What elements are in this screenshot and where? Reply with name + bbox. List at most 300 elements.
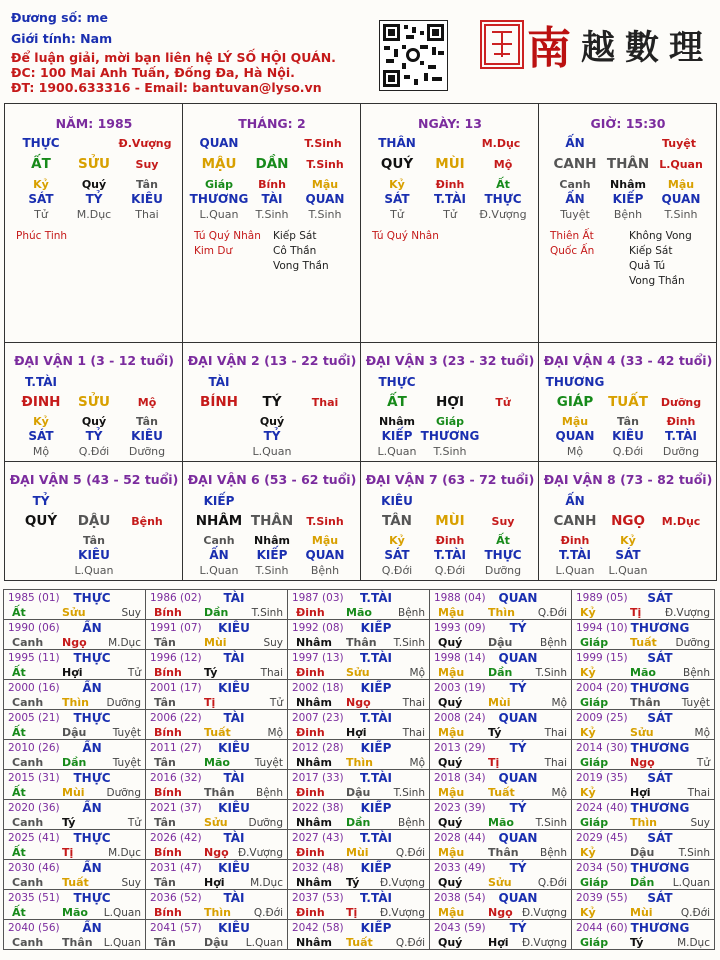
year-label: 2043 (59) bbox=[434, 922, 486, 934]
year-god: T.TÀI bbox=[360, 771, 392, 785]
year-stem: Đinh bbox=[296, 786, 325, 799]
hidden-god: THỰC bbox=[484, 548, 522, 562]
luck-branch: NGỌ bbox=[611, 513, 645, 529]
year-label: 2027 (43) bbox=[292, 832, 344, 844]
year-stem: Canh bbox=[12, 876, 44, 889]
year-stage: M.Dục bbox=[108, 847, 141, 859]
year-god: QUAN bbox=[498, 711, 538, 725]
hidden-stem: Tân bbox=[617, 415, 639, 428]
hidden-god: KIÊU bbox=[131, 192, 163, 206]
year-stem: Ất bbox=[12, 726, 26, 739]
year-stage: Dưỡng bbox=[248, 817, 283, 829]
year-stem: Bính bbox=[154, 786, 182, 799]
stars-right bbox=[629, 229, 692, 289]
year-god: KIẾP bbox=[360, 861, 392, 875]
year-stem: Ất bbox=[12, 906, 26, 919]
pillar-stem: ẤT bbox=[31, 156, 51, 172]
hidden-god: TÀI bbox=[261, 192, 283, 206]
pillar-stage: L.Quan bbox=[659, 158, 703, 171]
year-god: THỰC bbox=[73, 891, 111, 905]
year-label: 2004 (20) bbox=[576, 682, 628, 694]
year-cell bbox=[571, 619, 715, 650]
year-stage: T.Sinh bbox=[535, 667, 567, 679]
hidden-god: KIÊU bbox=[612, 429, 644, 443]
hidden-god: QUAN bbox=[555, 429, 595, 443]
year-stage: Bệnh bbox=[398, 817, 425, 829]
hidden-stem: Bính bbox=[258, 178, 286, 191]
year-label: 1987 (03) bbox=[292, 592, 344, 604]
year-cell bbox=[571, 739, 715, 770]
year-stem: Bính bbox=[154, 666, 182, 679]
year-stage: Tuyệt bbox=[254, 757, 283, 769]
year-label: 2019 (35) bbox=[576, 772, 628, 784]
hidden-stem: Đinh bbox=[435, 178, 465, 191]
year-god: QUAN bbox=[498, 651, 538, 665]
hidden-god: ẤN bbox=[565, 192, 585, 206]
hidden-stem: Đinh bbox=[560, 534, 590, 547]
hidden-god: KIÊU bbox=[78, 548, 110, 562]
luck-title: ĐẠI VẬN 8 (73 - 82 tuổi) bbox=[543, 472, 713, 487]
year-branch: Mão bbox=[488, 816, 514, 829]
year-cell bbox=[287, 889, 430, 920]
hidden-stage: Dưỡng bbox=[128, 445, 166, 458]
year-stage: Mộ bbox=[267, 727, 283, 739]
year-cell bbox=[287, 709, 430, 740]
luck-period-4 bbox=[538, 342, 717, 462]
star: Cô Thần bbox=[273, 245, 317, 257]
year-cell bbox=[571, 889, 715, 920]
year-stage: Q.Đới bbox=[253, 907, 283, 919]
hidden-stage: T.Sinh bbox=[308, 208, 342, 221]
year-branch: Mùi bbox=[488, 696, 511, 709]
year-cell bbox=[571, 799, 715, 830]
year-stem: Canh bbox=[12, 636, 44, 649]
year-stem: Quý bbox=[438, 696, 463, 709]
hidden-stage: Dưỡng bbox=[662, 445, 700, 458]
luck-stem: BÍNH bbox=[200, 394, 238, 410]
stars-left bbox=[16, 229, 67, 244]
year-branch: Mùi bbox=[346, 846, 369, 859]
year-label: 2028 (44) bbox=[434, 832, 486, 844]
year-branch: Sửu bbox=[630, 726, 654, 739]
year-cell bbox=[287, 919, 430, 950]
hidden-stem: Kỷ bbox=[620, 534, 636, 547]
hidden-god: QUAN bbox=[661, 192, 701, 206]
year-stage: Đ.Vượng bbox=[379, 907, 425, 919]
year-branch: Mùi bbox=[630, 906, 653, 919]
year-branch: Hợi bbox=[488, 936, 509, 949]
year-cell bbox=[145, 739, 288, 770]
luck-stem: NHÂM bbox=[195, 513, 243, 529]
year-cell bbox=[3, 799, 146, 830]
hidden-stem: Ất bbox=[496, 178, 510, 191]
year-god: QUAN bbox=[498, 831, 538, 845]
year-label: 1995 (11) bbox=[8, 652, 60, 664]
year-cell bbox=[3, 679, 146, 710]
seal-stamp bbox=[480, 20, 524, 69]
hidden-stage: Q.Đới bbox=[78, 445, 110, 458]
year-cell bbox=[145, 589, 288, 620]
year-cell bbox=[287, 799, 430, 830]
year-branch: Thân bbox=[630, 696, 661, 709]
pillar-title: THÁNG: 2 bbox=[238, 116, 306, 131]
year-branch: Thân bbox=[62, 936, 93, 949]
year-god: THƯƠNG bbox=[630, 921, 690, 935]
year-cell bbox=[145, 649, 288, 680]
pillar-branch: SỬU bbox=[78, 156, 110, 172]
year-stem: Bính bbox=[154, 846, 182, 859]
year-cell bbox=[429, 769, 572, 800]
year-god: T.TÀI bbox=[360, 591, 392, 605]
star: Không Vong bbox=[629, 230, 692, 242]
luck-god: KIẾP bbox=[203, 494, 235, 508]
year-label: 2033 (49) bbox=[434, 862, 486, 874]
year-branch: Tý bbox=[346, 876, 360, 889]
year-god: SÁT bbox=[647, 831, 673, 845]
hidden-stem: Mậu bbox=[561, 415, 589, 428]
pillar-1 bbox=[182, 103, 361, 343]
year-stem: Kỷ bbox=[580, 846, 596, 859]
year-stage: Thai bbox=[402, 727, 425, 739]
year-stage: Dưỡng bbox=[106, 787, 141, 799]
luck-branch: TÝ bbox=[262, 394, 282, 410]
year-branch: Sửu bbox=[488, 876, 512, 889]
hidden-stage: Q.Đới bbox=[381, 564, 413, 577]
hidden-stem: Giáp bbox=[435, 415, 465, 428]
year-stage: Tử bbox=[127, 667, 141, 679]
year-branch: Dần bbox=[346, 816, 371, 829]
pillar-stage: Mộ bbox=[493, 158, 513, 171]
year-label: 2000 (16) bbox=[8, 682, 60, 694]
year-label: 2025 (41) bbox=[8, 832, 60, 844]
hidden-god: TỶ bbox=[85, 192, 103, 206]
year-label: 2041 (57) bbox=[150, 922, 202, 934]
year-god: TỶ bbox=[509, 801, 527, 815]
hidden-god: KIẾP bbox=[256, 548, 288, 562]
hidden-stage: Tuyệt bbox=[560, 208, 590, 221]
year-god: T.TÀI bbox=[360, 831, 392, 845]
year-stage: Mộ bbox=[409, 757, 425, 769]
year-label: 1989 (05) bbox=[576, 592, 628, 604]
pillar-stem: CANH bbox=[553, 156, 597, 172]
year-label: 1997 (13) bbox=[292, 652, 344, 664]
year-stage: Mộ bbox=[551, 697, 567, 709]
pillar-title: NGÀY: 13 bbox=[418, 116, 482, 131]
year-stem: Quý bbox=[438, 816, 463, 829]
year-label: 2029 (45) bbox=[576, 832, 628, 844]
year-cell bbox=[429, 589, 572, 620]
star: Vong Thần bbox=[629, 275, 685, 287]
hidden-stem: Giáp bbox=[204, 178, 234, 191]
year-cell bbox=[3, 589, 146, 620]
year-cell bbox=[145, 619, 288, 650]
luck-branch: HỢI bbox=[435, 394, 465, 410]
year-label: 2003 (19) bbox=[434, 682, 486, 694]
hidden-stage: L.Quan bbox=[199, 564, 239, 577]
hidden-god: T.TÀI bbox=[559, 548, 591, 562]
year-label: 2013 (29) bbox=[434, 742, 486, 754]
year-branch: Tị bbox=[62, 846, 74, 859]
year-stage: T.Sinh bbox=[251, 607, 283, 619]
star: Tú Quý Nhân bbox=[372, 230, 439, 242]
year-branch: Tị bbox=[204, 696, 216, 709]
star: Phúc Tinh bbox=[16, 230, 68, 242]
luck-period-7 bbox=[360, 461, 539, 581]
luck-stem: ẤT bbox=[387, 394, 407, 410]
year-stage: Bệnh bbox=[540, 637, 567, 649]
year-cell bbox=[571, 919, 715, 950]
hidden-stem: Quý bbox=[81, 178, 107, 191]
year-branch: Tuất bbox=[62, 876, 89, 889]
year-cell bbox=[571, 589, 715, 620]
hidden-stem: Tân bbox=[83, 534, 105, 547]
year-label: 1993 (09) bbox=[434, 622, 486, 634]
year-stem: Đinh bbox=[296, 726, 325, 739]
luck-period-6 bbox=[182, 461, 361, 581]
hidden-god: TỶ bbox=[263, 429, 281, 443]
year-stem: Canh bbox=[12, 696, 44, 709]
year-label: 1996 (12) bbox=[150, 652, 202, 664]
year-stem: Nhâm bbox=[296, 876, 332, 889]
year-branch: Mùi bbox=[62, 786, 85, 799]
year-branch: Tý bbox=[204, 666, 218, 679]
year-label: 1991 (07) bbox=[150, 622, 202, 634]
year-branch: Thìn bbox=[62, 696, 89, 709]
year-god: SÁT bbox=[647, 771, 673, 785]
year-god: TỶ bbox=[509, 621, 527, 635]
year-god: ẤN bbox=[82, 741, 102, 755]
luck-title: ĐẠI VẬN 1 (3 - 12 tuổi) bbox=[14, 353, 174, 368]
pillar-2 bbox=[360, 103, 539, 343]
hidden-stage: Bệnh bbox=[613, 208, 643, 221]
luck-stage: Dưỡng bbox=[660, 396, 702, 409]
pillar-3 bbox=[538, 103, 717, 343]
year-branch: Tị bbox=[630, 606, 642, 619]
star: Quả Tú bbox=[629, 260, 666, 272]
year-stem: Bính bbox=[154, 726, 182, 739]
hidden-god: SÁT bbox=[28, 192, 54, 206]
year-branch: Thân bbox=[346, 636, 377, 649]
year-stage: Suy bbox=[690, 817, 710, 829]
year-label: 1998 (14) bbox=[434, 652, 486, 664]
year-stem: Mậu bbox=[438, 666, 465, 679]
hidden-god: SÁT bbox=[384, 548, 410, 562]
year-cell bbox=[3, 769, 146, 800]
year-label: 2044 (60) bbox=[576, 922, 628, 934]
hidden-stem: Mậu bbox=[667, 178, 695, 191]
year-god: QUAN bbox=[498, 771, 538, 785]
year-branch: Thân bbox=[488, 846, 519, 859]
year-branch: Ngọ bbox=[630, 756, 655, 769]
hidden-stage: Đ.Vượng bbox=[479, 208, 527, 221]
pillar-stem: MẬU bbox=[201, 156, 237, 172]
year-stem: Canh bbox=[12, 936, 44, 949]
year-branch: Dần bbox=[204, 606, 229, 619]
luck-god: T.TÀI bbox=[25, 375, 57, 389]
year-branch: Mão bbox=[62, 906, 88, 919]
year-label: 1990 (06) bbox=[8, 622, 60, 634]
year-stem: Mậu bbox=[438, 846, 465, 859]
year-label: 2002 (18) bbox=[292, 682, 344, 694]
year-branch: Dần bbox=[630, 876, 655, 889]
luck-stem: ĐINH bbox=[21, 394, 61, 410]
year-stem: Đinh bbox=[296, 906, 325, 919]
year-label: 2020 (36) bbox=[8, 802, 60, 814]
hidden-stage: T.Sinh bbox=[433, 445, 467, 458]
year-stage: Tuyệt bbox=[681, 697, 710, 709]
hidden-god: ẤN bbox=[209, 548, 229, 562]
year-cell bbox=[287, 739, 430, 770]
year-cell bbox=[571, 679, 715, 710]
year-label: 2038 (54) bbox=[434, 892, 486, 904]
year-stem: Đinh bbox=[296, 606, 325, 619]
year-label: 2014 (30) bbox=[576, 742, 628, 754]
hidden-stage: T.Sinh bbox=[255, 208, 289, 221]
year-label: 2011 (27) bbox=[150, 742, 202, 754]
year-branch: Tị bbox=[346, 906, 358, 919]
year-stage: Q.Đới bbox=[680, 907, 710, 919]
luck-title: ĐẠI VẬN 5 (43 - 52 tuổi) bbox=[9, 472, 179, 487]
year-branch: Hợi bbox=[204, 876, 225, 889]
year-stage: Mộ bbox=[694, 727, 710, 739]
year-label: 2009 (25) bbox=[576, 712, 628, 724]
year-stage: Dưỡng bbox=[675, 637, 710, 649]
year-branch: Ngọ bbox=[204, 846, 229, 859]
luck-stage: Bệnh bbox=[131, 515, 163, 528]
year-branch: Dậu bbox=[346, 786, 371, 799]
year-cell bbox=[3, 919, 146, 950]
hidden-stage: Tử bbox=[390, 208, 404, 221]
luck-stage: Mộ bbox=[137, 396, 157, 409]
year-cell bbox=[429, 649, 572, 680]
year-god: KIẾP bbox=[360, 621, 392, 635]
year-label: 2036 (52) bbox=[150, 892, 202, 904]
star: Kiếp Sát bbox=[629, 245, 673, 257]
year-branch: Thìn bbox=[488, 606, 515, 619]
year-god: TỶ bbox=[509, 861, 527, 875]
year-stem: Quý bbox=[438, 936, 463, 949]
year-god: T.TÀI bbox=[360, 711, 392, 725]
hidden-stage: Dưỡng bbox=[484, 564, 522, 577]
year-god: ẤN bbox=[82, 921, 102, 935]
year-stage: L.Quan bbox=[245, 937, 283, 949]
luck-branch: SỬU bbox=[78, 394, 110, 410]
year-god: THỰC bbox=[73, 711, 111, 725]
year-label: 2039 (55) bbox=[576, 892, 628, 904]
pillar-stage: T.Sinh bbox=[306, 158, 344, 171]
hidden-stage: L.Quan bbox=[377, 445, 417, 458]
luck-branch: DẬU bbox=[77, 513, 111, 529]
year-god: SÁT bbox=[647, 891, 673, 905]
year-stage: Đ.Vượng bbox=[237, 847, 283, 859]
year-god: TỶ bbox=[509, 741, 527, 755]
year-branch: Dậu bbox=[204, 936, 229, 949]
year-branch: Mùi bbox=[204, 636, 227, 649]
year-label: 2010 (26) bbox=[8, 742, 60, 754]
luck-title: ĐẠI VẬN 4 (33 - 42 tuổi) bbox=[543, 353, 713, 368]
year-cell bbox=[429, 829, 572, 860]
year-label: 2008 (24) bbox=[434, 712, 486, 724]
year-cell bbox=[3, 649, 146, 680]
year-stem: Kỷ bbox=[580, 906, 596, 919]
hidden-god: SÁT bbox=[384, 192, 410, 206]
year-god: THƯƠNG bbox=[630, 621, 690, 635]
pillar-stage-top: Tuyệt bbox=[661, 137, 697, 150]
year-god: THỰC bbox=[73, 591, 111, 605]
year-stem: Tân bbox=[154, 816, 176, 829]
stars-right bbox=[273, 229, 329, 274]
year-cell bbox=[145, 799, 288, 830]
hidden-god: THỰC bbox=[484, 192, 522, 206]
luck-stage: M.Dục bbox=[661, 515, 701, 528]
year-god: TÀI bbox=[223, 831, 245, 845]
luck-period-1 bbox=[4, 342, 183, 462]
contact-intro: Để luận giải, mời bạn liên hệ LÝ SỐ HỘI QUÁN. bbox=[11, 50, 336, 65]
hidden-god: T.TÀI bbox=[665, 429, 697, 443]
year-god: SÁT bbox=[647, 651, 673, 665]
year-cell bbox=[429, 679, 572, 710]
year-god: KIÊU bbox=[218, 681, 250, 695]
year-cell bbox=[287, 649, 430, 680]
year-label: 2031 (47) bbox=[150, 862, 202, 874]
person-name: Đương số: me bbox=[11, 10, 109, 25]
year-stem: Kỷ bbox=[580, 786, 596, 799]
year-stage: Suy bbox=[121, 877, 141, 889]
hidden-stem: Mậu bbox=[311, 534, 339, 547]
year-god: TÀI bbox=[223, 771, 245, 785]
year-stem: Canh bbox=[12, 756, 44, 769]
year-branch: Sửu bbox=[204, 816, 228, 829]
year-branch: Dần bbox=[488, 666, 513, 679]
year-label: 1992 (08) bbox=[292, 622, 344, 634]
year-stage: Suy bbox=[121, 607, 141, 619]
hidden-stem: Tân bbox=[136, 415, 158, 428]
year-stage: Dưỡng bbox=[106, 697, 141, 709]
pillar-branch: MÙI bbox=[435, 156, 465, 172]
year-cell bbox=[145, 709, 288, 740]
year-god: ẤN bbox=[82, 621, 102, 635]
year-label: 2034 (50) bbox=[576, 862, 628, 874]
year-label: 2026 (42) bbox=[150, 832, 202, 844]
year-cell bbox=[571, 859, 715, 890]
year-god: TÀI bbox=[223, 891, 245, 905]
year-branch: Tý bbox=[62, 816, 76, 829]
year-cell bbox=[145, 829, 288, 860]
year-branch: Dậu bbox=[62, 726, 87, 739]
year-branch: Tý bbox=[488, 726, 502, 739]
year-god: KIẾP bbox=[360, 741, 392, 755]
year-cell bbox=[3, 829, 146, 860]
hidden-stem: Canh bbox=[559, 178, 591, 191]
year-cell bbox=[429, 889, 572, 920]
year-label: 2005 (21) bbox=[8, 712, 60, 724]
year-label: 2006 (22) bbox=[150, 712, 202, 724]
year-branch: Dần bbox=[62, 756, 87, 769]
year-cell bbox=[3, 889, 146, 920]
year-label: 2032 (48) bbox=[292, 862, 344, 874]
year-stem: Giáp bbox=[580, 696, 609, 709]
year-stage: Tử bbox=[696, 757, 710, 769]
year-stem: Tân bbox=[154, 876, 176, 889]
year-label: 1988 (04) bbox=[434, 592, 486, 604]
year-cell bbox=[145, 889, 288, 920]
year-cell bbox=[3, 709, 146, 740]
year-cell bbox=[145, 679, 288, 710]
luck-period-8 bbox=[538, 461, 717, 581]
year-branch: Mão bbox=[346, 606, 372, 619]
year-cell bbox=[287, 619, 430, 650]
year-god: QUAN bbox=[498, 591, 538, 605]
